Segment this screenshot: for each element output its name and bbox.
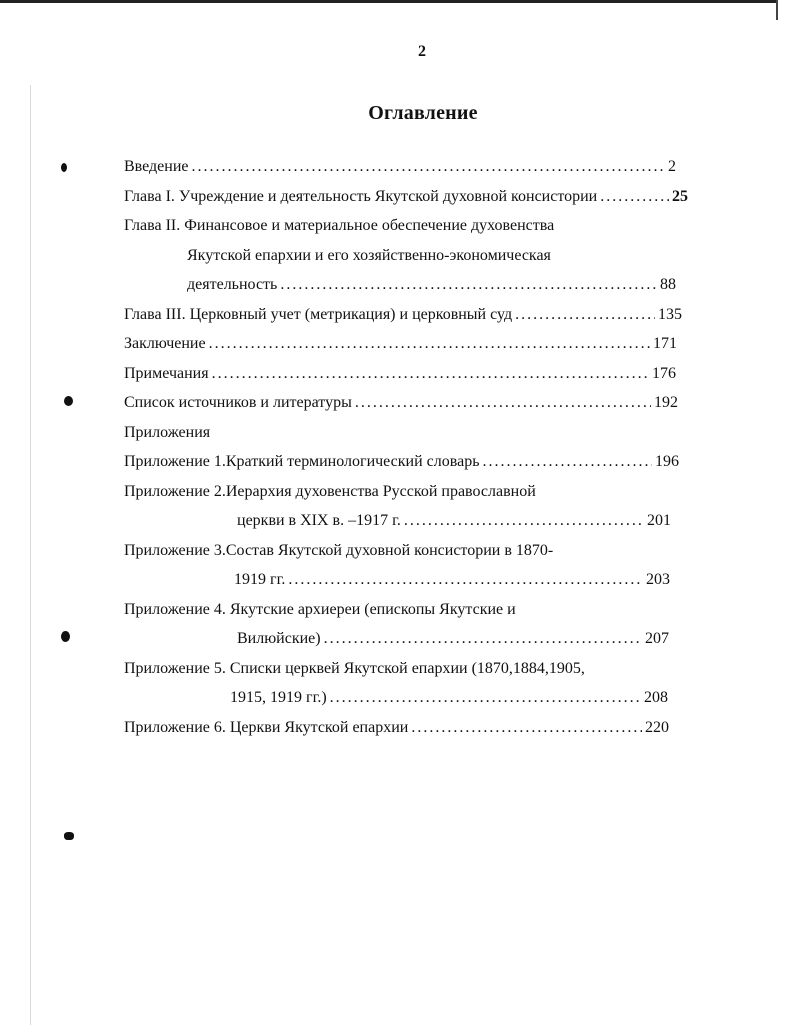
toc-entry-label: Приложение 6. Церкви Якутской епархии bbox=[124, 719, 409, 736]
toc-entry-label: Глава I. Учреждение и деятельность Якутской духовной консистории bbox=[124, 188, 598, 205]
toc-entry-label: Заключение bbox=[124, 335, 206, 352]
toc-entry-label: Приложение 4. Якутские архиереи (епископы Якутские и bbox=[124, 601, 516, 618]
page-right-edge bbox=[776, 0, 778, 20]
toc-entry-conclusion[interactable] bbox=[124, 334, 677, 354]
toc-entry-page: 192 bbox=[654, 394, 678, 411]
toc-entry-label: 1919 гг. bbox=[234, 571, 286, 588]
toc-entry-chapter-2[interactable] bbox=[124, 216, 554, 236]
toc-entry-label: Глава II. Финансовое и материальное обеспечение духовенства bbox=[124, 217, 555, 234]
page-top-border bbox=[0, 0, 778, 3]
toc-entry-introduction[interactable] bbox=[124, 157, 676, 177]
toc-entry-page: 208 bbox=[644, 689, 668, 706]
toc-leader-dots bbox=[288, 570, 643, 590]
toc-entry-chapter-1[interactable] bbox=[124, 187, 688, 207]
toc-leader-dots bbox=[192, 157, 666, 177]
binder-hole-mark bbox=[64, 832, 74, 840]
toc-leader-dots bbox=[515, 305, 655, 325]
toc-entry-page: 220 bbox=[645, 719, 669, 736]
toc-entry-page: 171 bbox=[653, 335, 677, 352]
toc-entry-label: Приложения bbox=[124, 424, 211, 441]
toc-entry-appendix-1[interactable] bbox=[124, 452, 679, 472]
toc-entry-page: 25 bbox=[672, 188, 688, 205]
toc-entry-appendix-3-end[interactable] bbox=[234, 570, 670, 590]
toc-entry-label: Список источников и литературы bbox=[124, 394, 352, 411]
toc-entry-page: 135 bbox=[658, 306, 682, 323]
toc-title: Оглавление bbox=[368, 102, 478, 124]
toc-entry-label: Приложение 5. Списки церквей Якутской епархии (1870,1884,1905, bbox=[124, 660, 585, 677]
toc-entry-label: Примечания bbox=[124, 365, 209, 382]
toc-entry-sources[interactable] bbox=[124, 393, 678, 413]
toc-entry-appendix-2-end[interactable] bbox=[237, 511, 671, 531]
toc-entry-page: 203 bbox=[646, 571, 670, 588]
binder-hole-mark bbox=[61, 631, 70, 642]
toc-entry-label: 1915, 1919 гг.) bbox=[230, 689, 327, 706]
toc-entry-page: 201 bbox=[647, 512, 671, 529]
toc-leader-dots bbox=[209, 334, 650, 354]
toc-entry-page: 88 bbox=[660, 276, 676, 293]
toc-entry-appendix-2[interactable] bbox=[124, 482, 536, 502]
toc-leader-dots bbox=[355, 393, 651, 413]
toc-entry-page: 196 bbox=[655, 453, 679, 470]
toc-entry-label: Глава III. Церковный учет (метрикация) и церковный суд bbox=[124, 306, 513, 323]
toc-entry-label: Вилюйские) bbox=[237, 630, 321, 647]
toc-entry-page: 176 bbox=[652, 365, 676, 382]
toc-entry-label: деятельность bbox=[187, 276, 278, 293]
toc-leader-dots bbox=[280, 275, 657, 295]
toc-entry-chapter-2-end[interactable] bbox=[187, 275, 676, 295]
toc-leader-dots bbox=[324, 629, 642, 649]
toc-entry-chapter-2-continued bbox=[187, 246, 551, 266]
toc-entry-label: Приложение 1.Краткий терминологический словарь bbox=[124, 453, 480, 470]
toc-entry-appendix-5-end[interactable] bbox=[230, 688, 668, 708]
toc-entry-chapter-3[interactable] bbox=[124, 305, 682, 325]
toc-entry-notes[interactable] bbox=[124, 364, 676, 384]
toc-entry-label: церкви в XIX в. –1917 г. bbox=[237, 512, 401, 529]
toc-entry-appendices[interactable] bbox=[124, 423, 210, 443]
toc-entry-appendix-6[interactable] bbox=[124, 718, 669, 738]
toc-entry-page: 2 bbox=[668, 158, 676, 175]
toc-leader-dots bbox=[212, 364, 649, 384]
toc-entry-label: Приложение 3.Состав Якутской духовной консистории в 1870- bbox=[124, 542, 554, 559]
toc-entry-appendix-4[interactable] bbox=[124, 600, 516, 620]
toc-entry-label: Приложение 2.Иерархия духовенства Русской православной bbox=[124, 483, 536, 500]
binder-hole-mark bbox=[61, 163, 67, 172]
toc-leader-dots bbox=[411, 718, 642, 738]
scan-left-edge bbox=[30, 85, 31, 1025]
toc-entry-appendix-3[interactable] bbox=[124, 541, 553, 561]
toc-entry-label: Введение bbox=[124, 158, 189, 175]
page-number: 2 bbox=[418, 43, 426, 60]
toc-leader-dots bbox=[600, 187, 669, 207]
toc-entry-appendix-4-end[interactable] bbox=[237, 629, 669, 649]
toc-leader-dots bbox=[404, 511, 644, 531]
toc-entry-appendix-5[interactable] bbox=[124, 659, 585, 679]
toc-leader-dots bbox=[483, 452, 653, 472]
binder-hole-mark bbox=[64, 396, 73, 406]
toc-entry-page: 207 bbox=[645, 630, 669, 647]
toc-entry-label: Якутской епархии и его хозяйственно-экономическая bbox=[187, 247, 551, 264]
toc-leader-dots bbox=[330, 688, 641, 708]
